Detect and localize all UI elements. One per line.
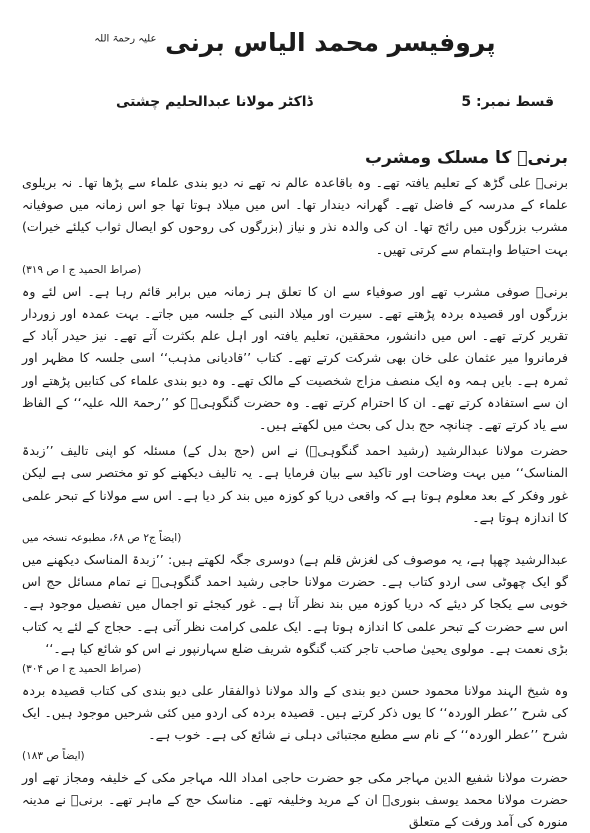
author-name: ڈاکٹر مولانا عبدالحلیم چشتی bbox=[116, 94, 313, 110]
reference-1: (صراط الحمید ج ا ص ۳۱۹) bbox=[22, 263, 142, 276]
paragraph-6: حضرت مولانا شفیع الدین مہاجر مکی جو حضرت حاجی امداد اللہ مہاجر مکی کے خلیفہ ومجاز تھے اور حضرت مولانا محمد یوسف بنوریؒ ان کے مرید وخلیفہ تھے۔ مناسک حج کے ماہر تھے۔ برنیؒ نے مدینہ منورہ کی آمد ورفت کے متعلق bbox=[22, 769, 568, 830]
paragraph-5: وہ شیخ الہند مولانا محمود حسن دیو بندی کے والد مولانا ذوالفقار علی دیو بندی کی کتاب قصیدہ بردہ کی شرح ’’عطر الوردہ‘‘ کا یوں ذکر کرتے ہیں۔ قصیدہ بردہ کی اردو میں کئی شرحیں موجود ہیں۔ ایک شرح ’’عطر الوردہ‘‘ کے نام سے مطبع مجتبائی دہلی نے شائع کی ہے۔ خوب ہے۔ bbox=[22, 683, 568, 743]
installment-number: قسط نمبر: 5 bbox=[461, 94, 554, 110]
section-heading: برنیؒ کا مسلک ومشرب bbox=[365, 148, 568, 168]
paragraph-2: برنیؒ صوفی مشرب تھے اور صوفیاء سے ان کا تعلق ہر زمانہ میں برابر قائم رہا ہے۔ اس لئے وہ بزرگوں اور قصیدہ بردہ پڑھتے تھے۔ سیرت اور میلاد النبی کے جلسہ میں جاتے۔ بہت عمدہ اور زوردار تقریر کرتے تھے۔ اس میں دانشور، محققین، تعلیم یافتہ اور اہل علم بکثرت آتے تھے۔ نیز حیدر آباد کے فرمانروا میر عثمان علی خان بھی شرکت کرتے تھے۔ کتاب ’’قادیانی مذہب‘‘ اسی جلسہ کا مظہر اور ثمرہ ہے۔ بایں ہمہ وہ ایک منصف مزاج شخصیت کے مالک تھے۔ وہ دیو بندی علماء کی کتابیں پڑھتے اور ان سے استفادہ کرتے تھے۔ ان کا احترام کرتے تھے۔ وہ حضرت گنگوہیؒ کو ’’رحمۃ اللہ علیہ‘‘ کے الفاظ سے یاد کرتے تھے۔ چنانچہ حج بدل کی بحث میں لکھتے ہیں۔ bbox=[22, 283, 568, 433]
reference-3: (صراط الحمید ج ا ص ۳۰۴) bbox=[22, 663, 142, 676]
reference-4: (ایضاً ص ۱۸۳) bbox=[22, 749, 85, 762]
title-text: پروفیسر محمد الیاس برنی bbox=[165, 28, 496, 57]
paragraph-1: برنیؒ علی گڑھ کے تعلیم یافتہ تھے۔ وہ باقاعدہ عالم نہ تھے نہ دیو بندی علماء سے پڑھا تھا۔ نہ بریلوی علماء کے مدرسہ کے فاضل تھے۔ گھرانہ دیندار تھا۔ اس میں میلاد ہوتا تھا جو اس زمانہ میں صوفیانہ مشرب بزرگوں میں رائج تھا۔ ان کی والدہ نذر و نیاز (بزرگوں کی روحوں کو ایصال ثواب کیلئے خیرات) بہت احتیاط واہتمام سے کرتی تھیں۔ bbox=[22, 175, 568, 257]
honorific: علیہ رحمۃ اللہ bbox=[94, 33, 157, 45]
article-title bbox=[0, 28, 590, 57]
article-meta bbox=[0, 94, 590, 118]
paragraph-4: عبدالرشید چھپا ہے، یہ موصوف کی لغزش قلم ہے) دوسری جگہ لکھتے ہیں: ’’زبدۃ المناسک دیکھنے میں گو ایک چھوٹی سی اردو کتاب ہے۔ حضرت مولانا حاجی رشید احمد گنگوہیؒ نے تمام مسائل حج اس خوبی سے یکجا کر دیئے کہ دریا کوزہ میں بند نظر آتا ہے۔ غور کیجئے تو اجمال میں تفصیل موجود ہے۔ اس سے حضرت کے تبحر علمی کا اندازہ ہوتا ہے۔ ایک علمی کرامت نظر آتی ہے۔ حجاج کے لئے یہ کتاب بڑی نعمت ہے۔ مولوی یحییٰ صاحب تاجر کتب گنگوہ شریف ضلع سہارنپور نے اس کو شائع کیا ہے۔‘‘ bbox=[22, 552, 568, 656]
article-body bbox=[22, 146, 568, 833]
paragraph-3: حضرت مولانا عبدالرشید (رشید احمد گنگوہیؒ) نے اس (حج بدل کے) مسئلہ کو اپنی تالیف ’’زبدۃ المناسک‘‘ میں بہت وضاحت اور تاکید سے بیان فرمایا ہے۔ یہ تالیف دیکھنے کو تو مختصر سی ہے لیکن غور وفکر کے بعد معلوم ہوتا ہے کہ واقعی دریا کو کوزہ میں بند کر دیا ہے۔ اس سے مولانا کے تبحر علمی کا اندازہ ہوتا ہے۔ bbox=[22, 443, 568, 525]
reference-2: (ایضاً ج۲ ص ۶۸، مطبوعہ نسخہ میں bbox=[22, 532, 182, 545]
